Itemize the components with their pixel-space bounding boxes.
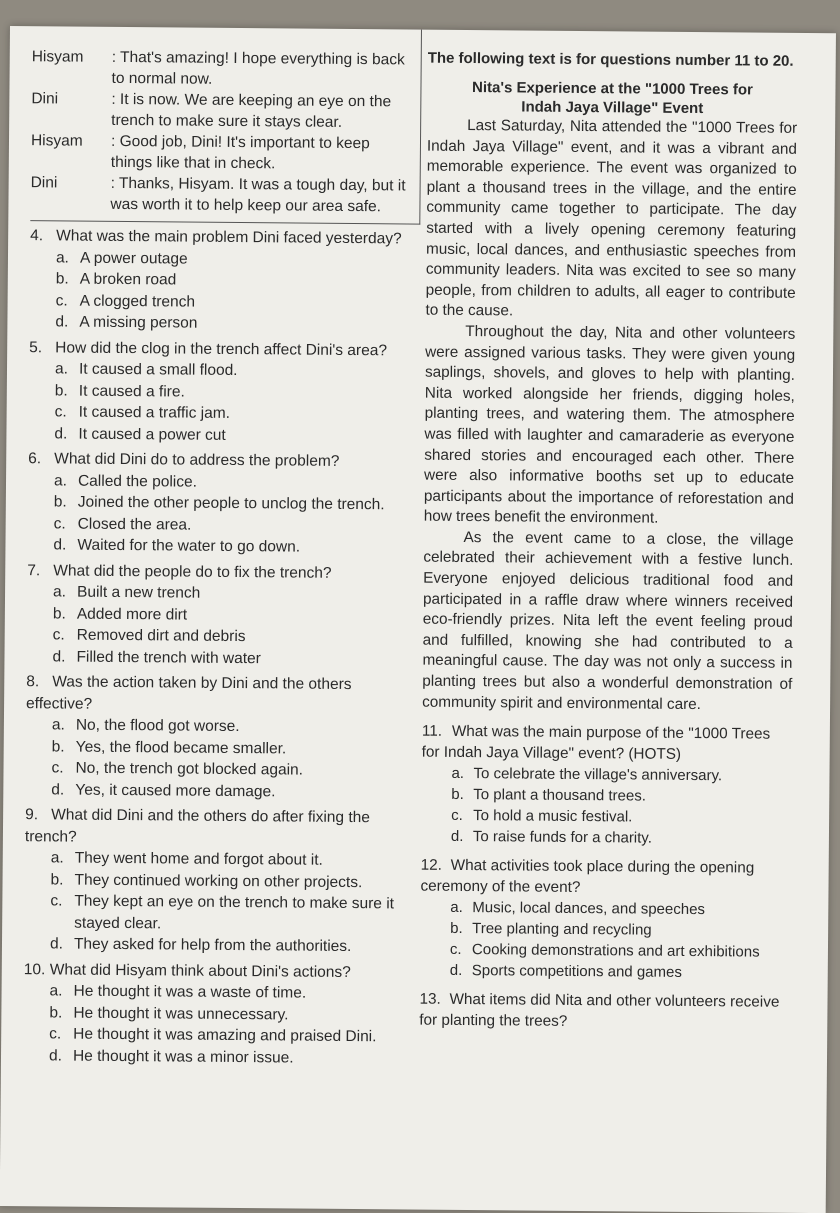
- option-letter: c.: [53, 514, 66, 533]
- question-text: Was the action taken by Dini and the others effective?: [26, 673, 352, 713]
- option-letter: d.: [51, 780, 65, 799]
- option-letter: d.: [49, 935, 64, 953]
- option-letter: c.: [50, 892, 63, 910]
- option-letter: a.: [52, 583, 67, 601]
- option-letter: d.: [52, 647, 66, 666]
- dialog-line: [30, 172, 413, 217]
- question-number: 8.: [26, 673, 40, 691]
- option-text: A missing person: [79, 313, 198, 332]
- option-letter: c.: [51, 759, 64, 777]
- option-text: A power outage: [79, 249, 188, 268]
- option-letter: a.: [49, 982, 63, 1000]
- option-text: Joined the other people to unclog the trench.: [77, 493, 385, 514]
- option-letter: a.: [55, 248, 69, 267]
- question: [422, 721, 792, 766]
- option-letter: c.: [55, 291, 68, 310]
- answer-option: [26, 646, 416, 671]
- title-line: Nita's Experience at the "1000 Trees for: [472, 79, 753, 99]
- left-column: [23, 26, 422, 1069]
- option-text: Waited for the water to go down.: [77, 536, 301, 556]
- question: [420, 855, 790, 900]
- question-number: 12.: [420, 856, 443, 875]
- option-letter: d.: [53, 536, 67, 554]
- question-number: 6.: [28, 450, 42, 468]
- option-text: Sports competitions and games: [471, 962, 682, 982]
- option-letter: a.: [50, 849, 64, 867]
- question-text: What was the main problem Dini faced yesterday?: [56, 227, 402, 248]
- option-text: Music, local dances, and speeches: [472, 899, 706, 919]
- dialog-text: : Thanks, Hisyam. It was a tough day, but it was worth it to help keep our area safe.: [110, 174, 406, 216]
- speaker: Dini: [31, 90, 59, 108]
- question-number: 10.: [23, 960, 46, 978]
- option-text: It caused a fire.: [78, 382, 185, 401]
- question-text: What was the main purpose of the "1000 Trees for Indah Jaya Village" event? (HOTS): [421, 723, 771, 764]
- option-text: Built a new trench: [76, 583, 201, 602]
- answer-option: [27, 534, 417, 559]
- option-text: He thought it was a minor issue.: [72, 1047, 294, 1067]
- option-letter: b.: [49, 1003, 63, 1021]
- option-letter: b.: [54, 381, 68, 400]
- option-letter: b.: [451, 786, 464, 804]
- question-number: 4.: [30, 227, 44, 245]
- question-text: What did Hisyam think about Dini's actions?: [49, 960, 351, 981]
- option-text: Removed dirt and debris: [76, 626, 246, 646]
- option-text: Filled the trench with water: [76, 648, 261, 667]
- option-text: Added more dirt: [76, 605, 188, 624]
- passage-paragraph: As the event came to a close, the village celebrated their achievement with a festive lunch. Everyone enjoyed delicious traditional food and participated in a raffle draw where winners received eco-friendly prizes. Nita left the event feeling proud and fulfilled, knowing she had contributed to a meaningful cause. The day was not only a success in planting trees but also a wonderful demonstration of community spirit and environmental care.: [422, 528, 794, 713]
- dialog-text: : It is now. We are keeping an eye on the trench to make sure it stays clear.: [111, 90, 392, 131]
- question-text: What did Dini and the others do after fixing the trench?: [24, 806, 370, 846]
- option-text: He thought it was amazing and praised Dini.: [73, 1025, 377, 1046]
- option-letter: b.: [450, 920, 463, 938]
- question: [419, 989, 789, 1034]
- dialog-line: [31, 130, 414, 175]
- option-letter: c.: [52, 626, 65, 644]
- dialog-text: : That's amazing! I hope everything is back to normal now.: [111, 48, 405, 88]
- question-number: 7.: [27, 561, 41, 579]
- question: [25, 804, 415, 850]
- answer-option: [420, 960, 790, 984]
- option-letter: b.: [51, 737, 65, 756]
- option-letter: a.: [450, 899, 463, 917]
- option-letter: c.: [451, 807, 463, 825]
- option-letter: a.: [51, 716, 65, 734]
- question-text: How did the clog in the trench affect Dini's area?: [55, 338, 388, 359]
- question-text: What did the people do to fix the trench?: [53, 561, 332, 582]
- title-line: Indah Jaya Village" Event: [521, 98, 704, 118]
- option-text: He thought it was unnecessary.: [73, 1004, 289, 1023]
- option-text: To celebrate the village's anniversary.: [473, 765, 723, 785]
- speaker: Hisyam: [31, 48, 84, 66]
- option-text: No, the trench got blocked again.: [75, 759, 304, 779]
- question: [26, 671, 416, 717]
- answer-option: [24, 933, 414, 958]
- question-text: What activities took place during the opening ceremony of the event?: [420, 857, 755, 897]
- speaker: Hisyam: [30, 132, 83, 150]
- question-text: What items did Nita and other volunteers receive for planting the trees?: [419, 991, 780, 1031]
- question-number: 13.: [419, 990, 441, 1009]
- option-text: Called the police.: [77, 472, 198, 491]
- option-letter: d.: [55, 313, 69, 331]
- option-letter: c.: [49, 1025, 62, 1043]
- option-text: It caused a small flood.: [78, 360, 238, 379]
- option-text: They continued working on other projects.: [74, 871, 363, 891]
- question-text: What did Dini do to address the problem?: [54, 450, 340, 470]
- option-letter: a.: [54, 360, 69, 378]
- option-letter: a.: [53, 471, 68, 490]
- option-text: Yes, the flood became smaller.: [75, 738, 287, 757]
- dialog-box: [30, 26, 422, 224]
- option-text: It caused a power cut: [78, 425, 226, 444]
- option-text: To hold a music festival.: [473, 807, 633, 826]
- option-text: He thought it was a waste of time.: [73, 982, 307, 1002]
- option-text: A broken road: [79, 270, 177, 289]
- option-text: They went home and forgot about it.: [74, 849, 323, 869]
- left-questions: [23, 225, 420, 1069]
- option-letter: b.: [53, 493, 67, 511]
- option-letter: c.: [54, 403, 67, 421]
- question-number: 9.: [25, 806, 39, 824]
- option-text: It caused a traffic jam.: [78, 403, 231, 422]
- right-column: [419, 30, 798, 1034]
- answer-option: [421, 826, 791, 850]
- answer-option: [28, 423, 418, 448]
- worksheet-page: [0, 26, 836, 1213]
- option-text: To raise funds for a charity.: [472, 828, 652, 847]
- passage-paragraph: Throughout the day, Nita and other volunteers were assigned various tasks. They were given young saplings, shovels, and gloves to help with planting. Nita worked alongside her friends, digging holes, planting trees, and watering them. The atmosphere was filled with laughter and camaraderie as everyone shared stories and encouraged each other. There were also informative booths set up to educate participants about the importance of reforestation and how trees benefit the environment.: [423, 322, 796, 527]
- speaker: Dini: [30, 174, 58, 192]
- option-letter: a.: [451, 765, 465, 783]
- question-number: 5.: [29, 338, 43, 356]
- answer-option: [24, 890, 414, 936]
- option-text: Yes, it caused more damage.: [75, 781, 276, 800]
- dialog-line: [31, 46, 414, 91]
- option-letter: d.: [48, 1046, 63, 1064]
- answer-option: [25, 779, 415, 804]
- option-letter: d.: [450, 828, 464, 846]
- answer-option: [23, 1045, 413, 1070]
- option-text: They kept an eye on the trench to make sure it stayed clear.: [74, 892, 395, 932]
- option-letter: d.: [449, 962, 463, 980]
- dialog-text: : Good job, Dini! It's important to keep things like that in check.: [110, 132, 370, 173]
- dialog-line: [31, 88, 414, 133]
- option-text: No, the flood got worse.: [75, 716, 240, 736]
- option-letter: d.: [54, 424, 68, 443]
- option-letter: c.: [449, 941, 462, 959]
- option-text: Cooking demonstrations and art exhibitions: [471, 941, 760, 961]
- question-number: 11.: [421, 722, 443, 741]
- passage-paragraph: Last Saturday, Nita attended the "1000 Trees for Indah Jaya Village" event, and it was a vibrant and memorable experience. The event was organized to plant a thousand trees in the village, and the entire community came together to participate. The day started with a lively opening ceremony featuring music, local dances, and enthusiastic speeches from community leaders. Nita was excited to see so many people, from children to adults, all eager to contribute to the cause.: [425, 116, 798, 320]
- answer-option: [29, 311, 419, 336]
- passage-title: [427, 78, 797, 119]
- right-questions: [419, 721, 792, 1034]
- passage-intro: The following text is for questions number 11 to 20.: [427, 49, 794, 70]
- option-text: They asked for help from the authorities.: [73, 935, 352, 956]
- option-text: A clogged trench: [79, 292, 196, 311]
- option-letter: b.: [50, 870, 64, 888]
- option-text: To plant a thousand trees.: [473, 786, 647, 805]
- option-text: Tree planting and recycling: [472, 920, 652, 939]
- option-letter: b.: [55, 270, 69, 288]
- option-text: Closed the area.: [77, 515, 192, 534]
- option-letter: b.: [52, 604, 66, 623]
